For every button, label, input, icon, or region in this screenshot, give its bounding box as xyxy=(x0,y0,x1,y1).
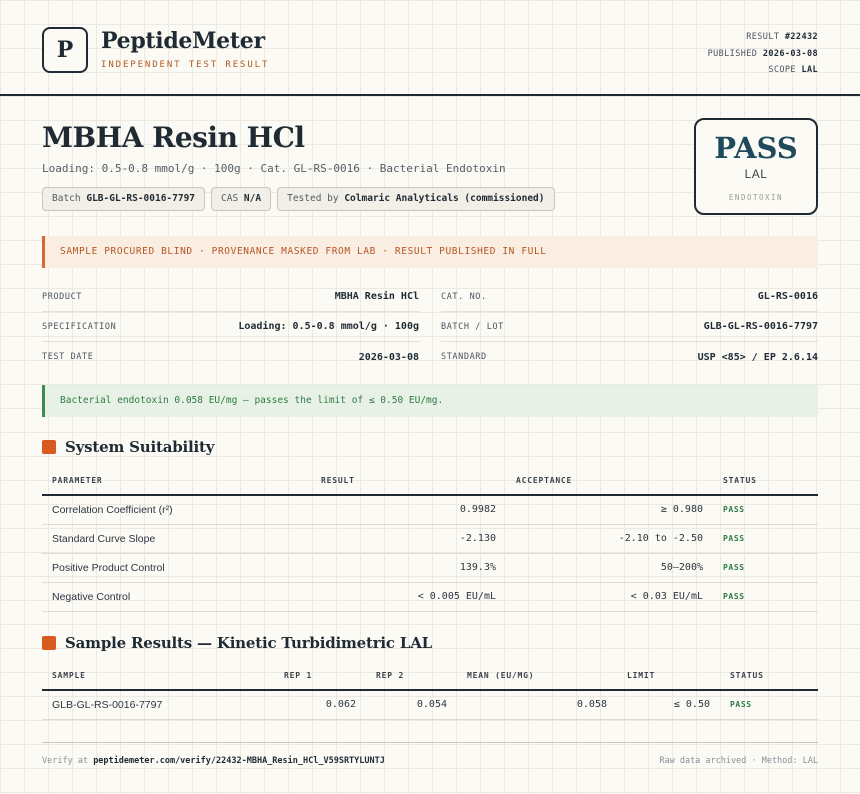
column-header: MEAN (EU/MG) xyxy=(457,662,617,690)
batch-chip xyxy=(42,187,205,211)
info-catno xyxy=(441,282,818,312)
product-chips xyxy=(42,187,555,211)
verify-line xyxy=(42,756,385,766)
samples-table xyxy=(42,662,818,720)
info-test-date xyxy=(42,342,419,372)
meta-result xyxy=(708,29,818,46)
info-label: CAT. NO. xyxy=(441,291,487,302)
blind-notice: SAMPLE PROCURED BLIND · PROVENANCE MASKED FROM LAB · RESULT PUBLISHED IN FULL xyxy=(42,236,818,268)
tested-by-chip-value: Colmaric Analyticals (commissioned) xyxy=(344,193,545,204)
cas-chip xyxy=(211,187,271,211)
rep2-cell: 0.054 xyxy=(366,690,457,719)
meta-published-label: PUBLISHED xyxy=(707,48,758,59)
table-row xyxy=(42,524,818,553)
meta-result-value: #22432 xyxy=(784,32,818,42)
table-header-row xyxy=(42,662,818,690)
info-label: SPECIFICATION xyxy=(42,321,117,332)
section-title: Sample Results — Kinetic Turbidimetric LAL xyxy=(65,634,433,652)
info-product xyxy=(42,282,419,312)
brand-name: PeptideMeter xyxy=(101,28,265,54)
table-header-row xyxy=(42,467,818,495)
meta-result-label: RESULT xyxy=(746,32,780,42)
limit-cell: ≤ 0.50 xyxy=(617,690,720,719)
table-row xyxy=(42,553,818,582)
param-cell: Positive Product Control xyxy=(42,553,311,582)
info-value: USP <85> / EP 2.6.14 xyxy=(697,351,818,363)
column-header: ACCEPTANCE xyxy=(506,467,713,495)
verify-link[interactable]: peptidemeter.com/verify/22432-MBHA_Resin_HCl_V59SRTYLUNTJ xyxy=(93,756,385,766)
column-header: STATUS xyxy=(720,662,818,690)
brand-tagline: INDEPENDENT TEST RESULT xyxy=(101,60,270,70)
info-value: GL-RS-0016 xyxy=(757,291,818,302)
mean-cell: 0.058 xyxy=(457,690,617,719)
status-cell: PASS xyxy=(713,553,818,582)
column-header: REP 1 xyxy=(274,662,366,690)
column-header: LIMIT xyxy=(617,662,720,690)
verify-label: Verify at xyxy=(42,756,89,766)
meta-published xyxy=(708,46,818,63)
acceptance-cell: < 0.03 EU/mL xyxy=(506,582,713,611)
info-specification xyxy=(42,312,419,342)
result-cell: 0.9982 xyxy=(311,495,506,524)
meta-published-value: 2026-03-08 xyxy=(762,48,818,59)
column-header: RESULT xyxy=(311,467,506,495)
batch-chip-label: Batch xyxy=(52,193,81,204)
meta-scope-value: LAL xyxy=(801,65,818,75)
result-cell: < 0.005 EU/mL xyxy=(311,582,506,611)
tested-by-chip xyxy=(277,187,554,211)
section-marker xyxy=(42,440,56,454)
info-value: 2026-03-08 xyxy=(358,351,419,363)
param-cell: Correlation Coefficient (r²) xyxy=(42,495,311,524)
info-label: TEST DATE xyxy=(42,352,94,362)
info-label: BATCH / LOT xyxy=(441,321,504,332)
column-header: STATUS xyxy=(713,467,818,495)
result-cell: 139.3% xyxy=(311,553,506,582)
meta-scope-label: SCOPE xyxy=(768,65,796,75)
info-standard xyxy=(441,342,818,372)
sample-cell: GLB-GL-RS-0016-7797 xyxy=(42,690,274,719)
table-row xyxy=(42,495,818,524)
report-header xyxy=(0,0,860,96)
column-header: SAMPLE xyxy=(42,662,274,690)
column-header: REP 2 xyxy=(366,662,457,690)
table-row xyxy=(42,582,818,611)
param-cell: Standard Curve Slope xyxy=(42,524,311,553)
info-value: Loading: 0.5-0.8 mmol/g · 100g xyxy=(238,321,419,332)
report-footer xyxy=(42,742,818,766)
badge-status: PASS xyxy=(714,131,798,165)
result-cell: -2.130 xyxy=(311,524,506,553)
product-title: MBHA Resin HCl xyxy=(42,121,305,154)
status-cell: PASS xyxy=(713,524,818,553)
samples-section-title xyxy=(42,634,432,652)
product-subtitle: Loading: 0.5-0.8 mmol/g · 100g · Cat. GL-RS-0016 · Bacterial Endotoxin xyxy=(42,162,506,175)
status-cell: PASS xyxy=(713,582,818,611)
info-value: GLB-GL-RS-0016-7797 xyxy=(703,321,818,332)
section-marker xyxy=(42,636,56,650)
acceptance-cell: ≥ 0.980 xyxy=(506,495,713,524)
info-value: MBHA Resin HCl xyxy=(334,291,419,302)
cas-chip-value: N/A xyxy=(243,193,262,204)
column-header: PARAMETER xyxy=(42,467,311,495)
info-batch xyxy=(441,312,818,342)
status-cell: PASS xyxy=(713,495,818,524)
table-row xyxy=(42,690,818,719)
acceptance-cell: -2.10 to -2.50 xyxy=(506,524,713,553)
param-cell: Negative Control xyxy=(42,582,311,611)
acceptance-cell: 50–200% xyxy=(506,553,713,582)
cas-chip-label: CAS xyxy=(221,193,239,204)
meta-scope xyxy=(708,62,818,79)
pass-badge xyxy=(694,118,818,215)
info-label: PRODUCT xyxy=(42,291,83,302)
suitability-table xyxy=(42,467,818,612)
status-cell: PASS xyxy=(720,690,818,719)
report-meta xyxy=(708,29,818,79)
suitability-section-title xyxy=(42,438,214,456)
section-title: System Suitability xyxy=(65,438,215,456)
archive-note: Raw data archived · Method: LAL xyxy=(659,756,818,766)
info-label: STANDARD xyxy=(441,352,487,362)
rep1-cell: 0.062 xyxy=(274,690,366,719)
badge-method: LAL xyxy=(744,167,768,181)
tested-by-chip-label: Tested by xyxy=(287,193,339,204)
badge-category: ENDOTOXIN xyxy=(728,193,784,202)
batch-chip-value: GLB-GL-RS-0016-7797 xyxy=(86,193,196,204)
result-banner: Bacterial endotoxin 0.058 EU/mg — passes the limit of ≤ 0.50 EU/mg. xyxy=(42,385,818,417)
brand-logo: P xyxy=(42,27,88,73)
